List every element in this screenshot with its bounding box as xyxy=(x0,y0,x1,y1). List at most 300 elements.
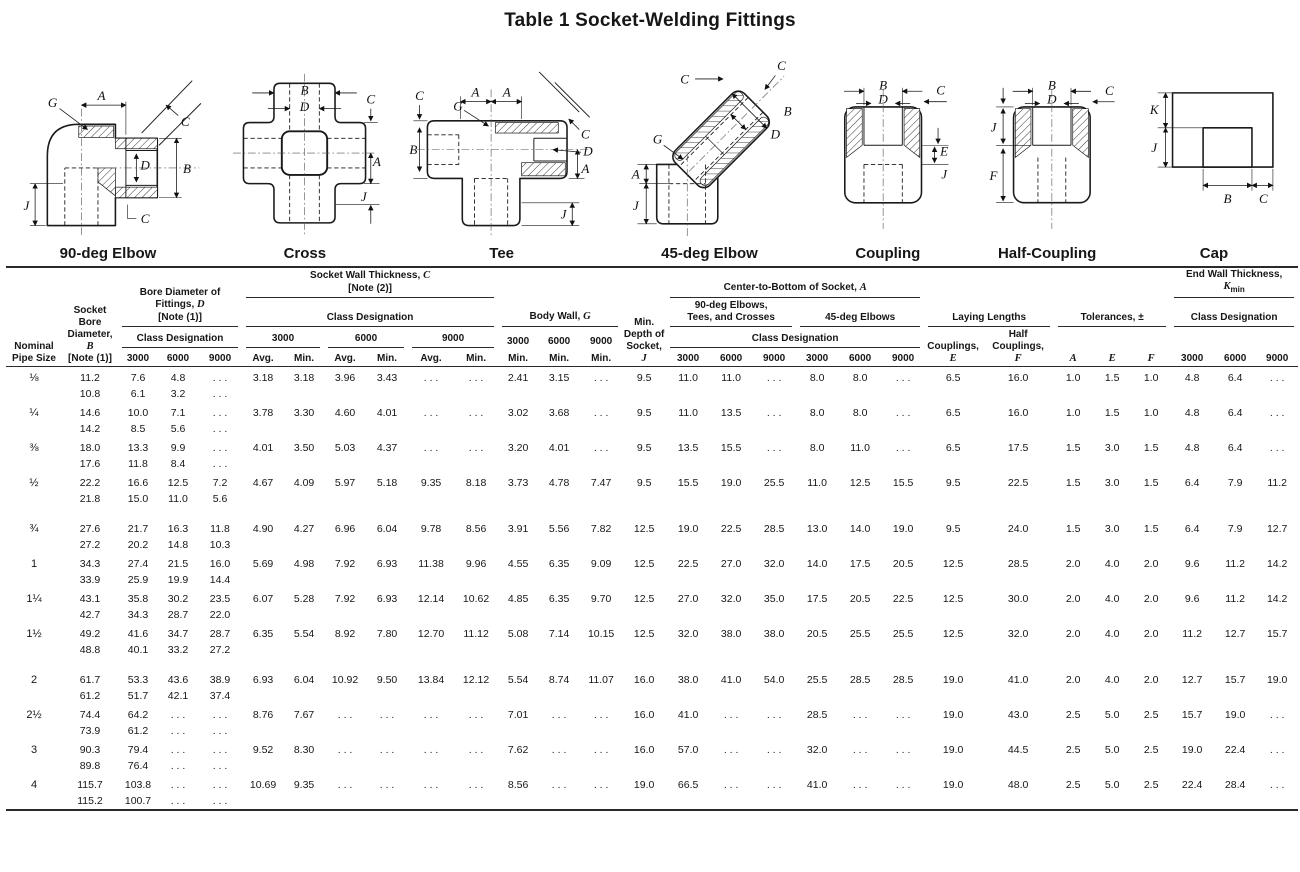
table-cell xyxy=(324,537,366,553)
table-cell: 1.5 xyxy=(1143,523,1159,536)
table-cell xyxy=(242,456,284,472)
table-cell: 20.2 xyxy=(127,539,149,552)
table-cell: 9.5 xyxy=(636,372,652,385)
table-cell xyxy=(838,688,882,704)
table-cell xyxy=(1214,642,1256,658)
table-cell: 11.0 xyxy=(807,477,827,490)
table-cell: 3.68 xyxy=(548,407,570,420)
table-cell: 14.2 xyxy=(1266,558,1288,571)
table-cell xyxy=(498,386,538,402)
table-row-second-line xyxy=(6,456,1298,472)
table-cell xyxy=(882,688,924,704)
table-cell: 48.0 xyxy=(1007,779,1029,792)
table-cell xyxy=(838,793,882,810)
table-cell xyxy=(710,386,752,402)
table-cell: . . . xyxy=(423,744,439,757)
table-cell xyxy=(6,386,62,402)
fittings-table xyxy=(6,266,1298,811)
table-cell: 22.4 xyxy=(1181,779,1203,792)
table-cell: 8.0 xyxy=(852,372,868,385)
table-cell xyxy=(796,572,838,588)
table-cell xyxy=(924,642,982,658)
table-cell xyxy=(1054,386,1092,402)
table-cell xyxy=(752,537,796,553)
table-cell: 10.0 xyxy=(127,407,149,420)
table-cell: 7.1 xyxy=(170,407,186,420)
table-cell xyxy=(1132,421,1170,437)
table-cell xyxy=(622,421,666,437)
table-cell: 12.70 xyxy=(417,628,445,641)
table-cell: 30.2 xyxy=(167,593,189,606)
table-cell xyxy=(882,642,924,658)
subheader-45-deg-elbows: 45-deg Elbows xyxy=(796,299,924,328)
table-cell: 38.0 xyxy=(720,628,742,641)
table-cell: 3.78 xyxy=(252,407,274,420)
col-header-min-depth-socket: Min. Depth of Socket, J xyxy=(623,316,665,364)
table-cell: 54.0 xyxy=(763,674,785,687)
table-cell: 22.2 xyxy=(79,477,101,490)
table-row xyxy=(6,588,1298,607)
dim-label: A xyxy=(97,87,106,103)
table-cell xyxy=(1092,642,1132,658)
table-cell: 5.0 xyxy=(1104,744,1120,757)
col-header-g3000-min: Min. xyxy=(508,353,529,365)
table-cell xyxy=(1256,642,1298,658)
table-cell: 6.04 xyxy=(376,523,398,536)
table-cell: 11.0 xyxy=(168,493,188,506)
dim-label: J xyxy=(632,197,639,213)
table-cell: 2.41 xyxy=(507,372,529,385)
group-header-tolerances: Tolerances, ± xyxy=(1054,267,1170,328)
table-cell xyxy=(1214,758,1256,774)
table-cell: 27.2 xyxy=(79,539,101,552)
col-header-a90-9000: 9000 xyxy=(763,353,786,365)
table-cell: 61.7 xyxy=(79,674,101,687)
table-cell xyxy=(324,758,366,774)
table-cell xyxy=(752,688,796,704)
table-cell xyxy=(242,421,284,437)
table-cell: 22.5 xyxy=(720,523,742,536)
table-cell: 15.5 xyxy=(892,477,914,490)
table-cell xyxy=(666,491,710,507)
table-cell: 25.5 xyxy=(763,477,785,490)
table-cell xyxy=(366,642,408,658)
table-cell xyxy=(580,688,622,704)
table-cell xyxy=(1214,421,1256,437)
table-cell: . . . xyxy=(212,795,228,808)
table-cell: 89.8 xyxy=(79,760,101,773)
table-cell xyxy=(982,793,1054,810)
table-cell xyxy=(796,421,838,437)
table-cell: . . . xyxy=(337,709,353,722)
table-cell xyxy=(324,421,366,437)
table-cell: 5.56 xyxy=(548,523,570,536)
table-cell: 11.8 xyxy=(128,458,148,471)
table-cell: 2.0 xyxy=(1065,628,1081,641)
table-cell xyxy=(982,421,1054,437)
dim-label: B xyxy=(879,77,888,93)
dim-label: C xyxy=(366,91,376,107)
table-cell xyxy=(242,642,284,658)
table-cell: 11.0 xyxy=(678,372,698,385)
table-cell: 19.0 xyxy=(942,674,964,687)
table-cell xyxy=(242,491,284,507)
table-cell: 16.0 xyxy=(1007,407,1029,420)
table-cell xyxy=(882,386,924,402)
table-cell: ⅜ xyxy=(29,442,39,455)
table-cell xyxy=(1170,386,1214,402)
table-cell xyxy=(284,793,324,810)
table-cell: 18.0 xyxy=(79,442,101,455)
table-cell: ⅛ xyxy=(29,372,39,385)
table-row xyxy=(6,739,1298,758)
table-cell xyxy=(498,456,538,472)
diagram-tee xyxy=(408,51,596,262)
table-cell xyxy=(6,723,62,739)
diagram-90-deg-elbow xyxy=(14,51,202,262)
dim-label: C xyxy=(414,87,424,103)
table-cell: 44.5 xyxy=(1007,744,1029,757)
table-cell xyxy=(580,642,622,658)
table-cell: 10.62 xyxy=(462,593,490,606)
table-cell: 6.93 xyxy=(252,674,274,687)
table-cell: 14.0 xyxy=(849,523,871,536)
table-cell: 6.96 xyxy=(334,523,356,536)
table-cell xyxy=(1132,642,1170,658)
dim-label: C xyxy=(680,71,689,87)
table-cell xyxy=(622,723,666,739)
group-header-center-to-bottom: Center-to-Bottom of Socket, A xyxy=(666,267,924,299)
table-cell: 12.12 xyxy=(462,674,490,687)
fittings-table-wrap xyxy=(0,262,1300,811)
table-cell xyxy=(752,758,796,774)
table-cell: 15.5 xyxy=(720,442,742,455)
table-cell xyxy=(1214,688,1256,704)
table-cell xyxy=(454,456,498,472)
table-cell xyxy=(710,642,752,658)
table-cell: 16.6 xyxy=(127,477,149,490)
table-row xyxy=(6,704,1298,723)
table-cell xyxy=(1132,688,1170,704)
tee-drawing xyxy=(408,51,596,243)
table-cell xyxy=(666,688,710,704)
table-cell xyxy=(710,456,752,472)
table-cell: 2.0 xyxy=(1065,593,1081,606)
table-cell: 8.5 xyxy=(130,423,146,436)
table-cell: . . . xyxy=(852,744,868,757)
table-cell: . . . xyxy=(551,744,567,757)
table-cell xyxy=(408,607,454,623)
dim-label: D xyxy=(140,157,150,173)
table-cell xyxy=(710,537,752,553)
table-cell: 6.93 xyxy=(376,558,398,571)
table-cell xyxy=(366,386,408,402)
table-cell xyxy=(1256,456,1298,472)
table-cell: 9.5 xyxy=(945,477,961,490)
table-cell: 38.0 xyxy=(677,674,699,687)
table-row xyxy=(6,402,1298,421)
table-cell: 8.30 xyxy=(293,744,315,757)
table-cell xyxy=(882,793,924,810)
table-cell xyxy=(796,456,838,472)
table-cell xyxy=(408,386,454,402)
dim-label: D xyxy=(770,126,781,142)
table-cell: 8.0 xyxy=(809,407,825,420)
table-cell xyxy=(710,607,752,623)
table-cell xyxy=(982,386,1054,402)
table-cell: 8.92 xyxy=(334,628,356,641)
table-cell xyxy=(622,386,666,402)
dim-label: B xyxy=(182,161,191,177)
dim-label: C xyxy=(580,126,590,142)
table-cell: . . . xyxy=(423,372,439,385)
table-cell: 6.5 xyxy=(945,372,961,385)
table-cell xyxy=(1132,386,1170,402)
table-cell xyxy=(1054,456,1092,472)
group-header-socket-wall-thickness: Socket Wall Thickness, C [Note (2)] xyxy=(242,267,498,299)
table-cell xyxy=(622,572,666,588)
table-cell xyxy=(6,456,62,472)
table-cell xyxy=(796,537,838,553)
diagram-caption: Coupling xyxy=(855,245,921,262)
table-cell: 42.1 xyxy=(167,690,189,703)
table-cell: . . . xyxy=(379,779,395,792)
table-cell xyxy=(324,491,366,507)
table-cell xyxy=(1214,723,1256,739)
dim-label: K xyxy=(1149,101,1159,117)
table-header xyxy=(6,267,1298,367)
table-cell xyxy=(982,607,1054,623)
table-cell: 12.5 xyxy=(633,593,655,606)
col-header-d-3000: 3000 xyxy=(126,353,150,365)
table-cell: 8.0 xyxy=(852,407,868,420)
table-cell xyxy=(982,723,1054,739)
table-cell xyxy=(710,723,752,739)
table-cell: 3.43 xyxy=(376,372,398,385)
table-cell: 4.0 xyxy=(1104,674,1120,687)
table-cell xyxy=(324,793,366,810)
table-cell: 7.9 xyxy=(1227,477,1243,490)
table-cell xyxy=(752,572,796,588)
table-cell: 9.52 xyxy=(252,744,274,757)
dim-label: C xyxy=(936,82,946,98)
table-cell xyxy=(1092,421,1132,437)
table-cell: 8.74 xyxy=(548,674,570,687)
table-cell: 19.0 xyxy=(1224,709,1246,722)
table-cell xyxy=(408,456,454,472)
table-cell: 4 xyxy=(30,779,38,792)
table-cell: . . . xyxy=(212,442,228,455)
table-cell: . . . xyxy=(212,725,228,738)
table-cell xyxy=(622,456,666,472)
col-header-tol-f: F xyxy=(1147,352,1155,364)
table-cell: . . . xyxy=(551,779,567,792)
table-cell xyxy=(752,607,796,623)
table-cell: 8.56 xyxy=(507,779,529,792)
table-cell xyxy=(1092,723,1132,739)
table-cell: 6.1 xyxy=(130,388,146,401)
table-cell: 19.9 xyxy=(167,574,189,587)
table-cell: . . . xyxy=(468,372,484,385)
cap-drawing xyxy=(1142,51,1286,243)
table-cell: 11.0 xyxy=(850,442,870,455)
table-cell: 6.5 xyxy=(945,407,961,420)
table-cell: 14.6 xyxy=(79,407,101,420)
table-cell xyxy=(924,491,982,507)
table-cell xyxy=(666,758,710,774)
table-cell: 15.7 xyxy=(1224,674,1246,687)
table-cell: 4.55 xyxy=(507,558,529,571)
table-cell: 22.0 xyxy=(209,609,231,622)
table-cell xyxy=(324,723,366,739)
table-cell: 1.5 xyxy=(1143,477,1159,490)
table-row-second-line xyxy=(6,572,1298,588)
table-cell: 22.5 xyxy=(1007,477,1029,490)
table-cell: . . . xyxy=(895,372,911,385)
diagram-caption: 45-deg Elbow xyxy=(661,245,758,262)
table-cell: 6.4 xyxy=(1227,372,1243,385)
table-cell: ¼ xyxy=(29,407,39,420)
table-cell: 9.70 xyxy=(590,593,612,606)
table-cell: 1.5 xyxy=(1065,442,1081,455)
table-cell: 40.1 xyxy=(127,644,149,657)
subheader-g-6000: 6000 xyxy=(547,335,571,347)
table-cell: 19.0 xyxy=(633,779,655,792)
table-cell xyxy=(284,386,324,402)
col-header-a90-3000: 3000 xyxy=(677,353,700,365)
table-cell xyxy=(796,607,838,623)
table-cell xyxy=(454,723,498,739)
table-cell: 14.0 xyxy=(806,558,828,571)
table-cell xyxy=(622,793,666,810)
dim-label: A xyxy=(471,84,480,100)
table-cell xyxy=(408,758,454,774)
table-cell xyxy=(1170,688,1214,704)
figures-row xyxy=(0,34,1300,262)
table-cell: 35.0 xyxy=(763,593,785,606)
table-cell xyxy=(1054,572,1092,588)
table-cell xyxy=(666,607,710,623)
table-cell: 3.18 xyxy=(293,372,315,385)
dim-label: F xyxy=(989,168,998,184)
table-cell: . . . xyxy=(766,407,782,420)
table-cell xyxy=(666,793,710,810)
table-cell xyxy=(622,491,666,507)
table-cell: 32.0 xyxy=(763,558,785,571)
table-cell xyxy=(580,537,622,553)
table-cell: . . . xyxy=(895,407,911,420)
table-cell xyxy=(6,572,62,588)
table-cell xyxy=(454,386,498,402)
table-cell: 5.6 xyxy=(170,423,186,436)
table-cell: 7.9 xyxy=(1227,523,1243,536)
table-cell xyxy=(1170,491,1214,507)
table-cell: 10.8 xyxy=(79,388,101,401)
table-cell xyxy=(1214,793,1256,810)
table-cell: 4.8 xyxy=(1184,407,1200,420)
table-cell xyxy=(1054,723,1092,739)
table-cell xyxy=(1256,793,1298,810)
dim-label: J xyxy=(1151,140,1158,156)
table-cell: 16.0 xyxy=(633,709,655,722)
table-cell xyxy=(324,688,366,704)
table-cell xyxy=(622,642,666,658)
table-cell: 19.0 xyxy=(942,779,964,792)
table-cell xyxy=(242,758,284,774)
table-cell xyxy=(538,421,580,437)
table-cell xyxy=(982,642,1054,658)
table-cell xyxy=(6,607,62,623)
table-cell: . . . xyxy=(170,725,186,738)
table-cell: 11.2 xyxy=(1225,593,1245,606)
table-cell xyxy=(1132,537,1170,553)
table-cell: . . . xyxy=(593,779,609,792)
table-cell: . . . xyxy=(212,423,228,436)
table-cell xyxy=(710,421,752,437)
table-cell xyxy=(6,537,62,553)
table-cell xyxy=(924,386,982,402)
table-cell: 5.0 xyxy=(1104,709,1120,722)
table-cell: 34.3 xyxy=(127,609,149,622)
table-cell: 5.69 xyxy=(252,558,274,571)
table-cell: 57.0 xyxy=(677,744,699,757)
table-cell: ½ xyxy=(29,477,39,490)
table-cell: 32.0 xyxy=(806,744,828,757)
table-cell xyxy=(408,642,454,658)
dim-label: C xyxy=(777,58,786,74)
table-cell: . . . xyxy=(895,709,911,722)
table-cell: 4.8 xyxy=(1184,442,1200,455)
table-cell xyxy=(538,456,580,472)
dim-label: A xyxy=(631,166,640,182)
table-cell: 15.7 xyxy=(1266,628,1288,641)
table-cell xyxy=(622,688,666,704)
dim-label: G xyxy=(452,98,463,114)
table-cell: 6.35 xyxy=(548,558,570,571)
table-cell xyxy=(1132,491,1170,507)
table-cell: . . . xyxy=(1269,442,1285,455)
table-cell xyxy=(982,456,1054,472)
table-cell: 7.92 xyxy=(334,593,356,606)
table-cell: 2.5 xyxy=(1143,744,1159,757)
dim-label: J xyxy=(941,166,948,182)
table-cell: 11.12 xyxy=(463,628,489,641)
table-row-second-line xyxy=(6,642,1298,658)
table-cell xyxy=(538,572,580,588)
table-cell: 12.14 xyxy=(417,593,445,606)
table-cell xyxy=(242,572,284,588)
table-cell xyxy=(498,537,538,553)
table-cell: 9.5 xyxy=(636,477,652,490)
table-cell: 7.6 xyxy=(130,372,146,385)
table-cell: 14.2 xyxy=(1266,593,1288,606)
table-cell: 103.8 xyxy=(124,779,152,792)
table-cell: 64.2 xyxy=(127,709,149,722)
table-cell xyxy=(882,572,924,588)
table-cell: 51.7 xyxy=(127,690,149,703)
table-cell: 1.5 xyxy=(1065,523,1081,536)
table-cell: 2.0 xyxy=(1065,674,1081,687)
table-cell: . . . xyxy=(895,744,911,757)
table-cell xyxy=(666,723,710,739)
col-header-c6000-min: Min. xyxy=(377,353,398,365)
table-cell xyxy=(324,642,366,658)
table-cell: . . . xyxy=(212,388,228,401)
table-row-second-line xyxy=(6,758,1298,774)
table-cell xyxy=(242,607,284,623)
table-cell: 25.5 xyxy=(892,628,914,641)
table-cell xyxy=(242,386,284,402)
